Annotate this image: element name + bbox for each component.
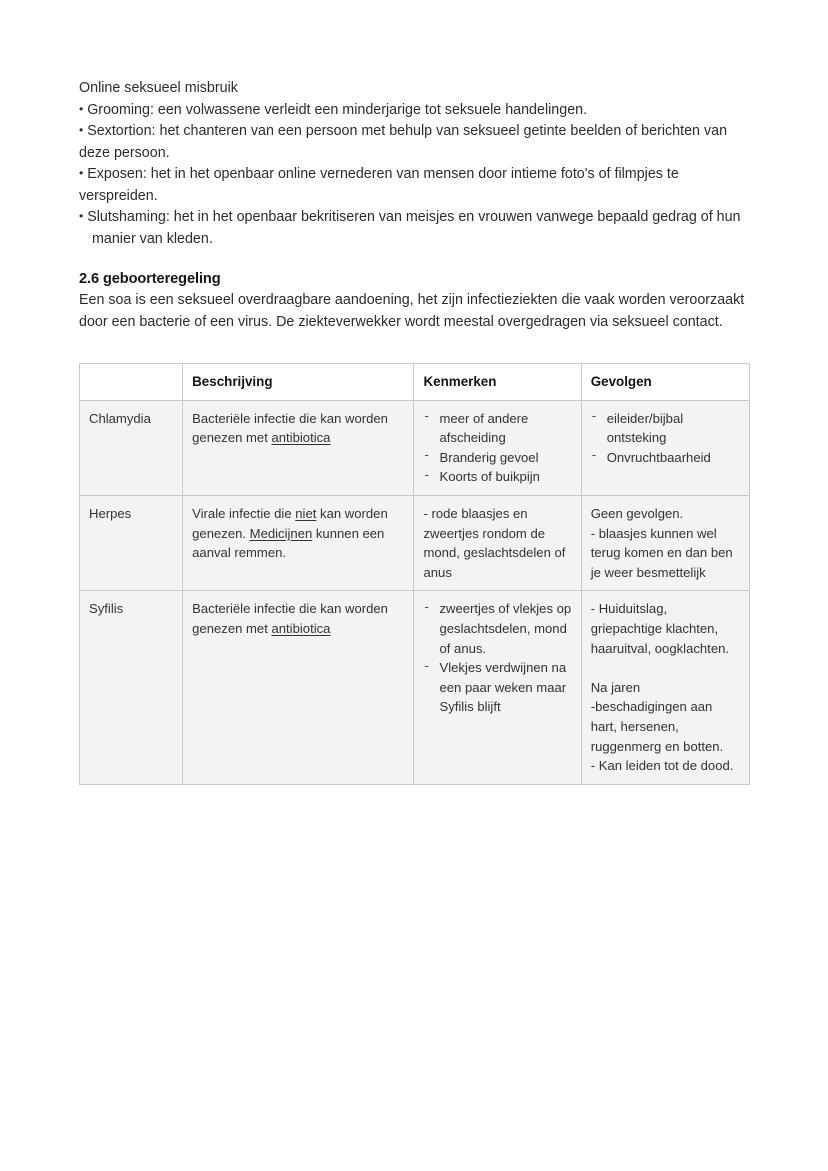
column-header-kenmerken: Kenmerken — [414, 364, 581, 401]
cell-kenmerken-herpes — [414, 495, 581, 590]
beschrijving-chlamydia-prefix: Bacteriële infectie die kan worden genezen met — [192, 410, 388, 446]
row-name-chlamydia: Chlamydia — [80, 400, 183, 495]
list-item: - Kan leiden tot de dood. — [590, 758, 734, 774]
bullet-dot-icon: • — [79, 123, 84, 137]
kenmerken-syfilis-list — [423, 599, 572, 717]
bullet-dot-icon: • — [79, 166, 84, 180]
intro-bullet-slutshaming-text: Slutshaming: het in het openbaar bekritiseren van meisjes en vrouwen vanwege bepaald gedrag of hun manier van kleden. — [87, 209, 741, 247]
beschrijving-herpes-underline-niet: niet — [295, 505, 317, 521]
list-item: -beschadigingen aan hart, hersenen, ruggenmerg en botten. — [590, 699, 724, 754]
intro-bullet-sextortion — [79, 121, 751, 164]
list-item: - Branderig gevoel — [423, 448, 572, 468]
kenmerken-chlamydia-list — [423, 409, 572, 487]
list-item: - Onvruchtbaarheid — [591, 448, 741, 468]
column-header-beschrijving: Beschrijving — [183, 364, 414, 401]
cell-gevolgen-chlamydia — [581, 400, 749, 495]
gevolgen-chlamydia-list — [591, 409, 741, 468]
cell-gevolgen-syfilis — [581, 591, 749, 784]
intro-bullet-exposen — [79, 164, 751, 207]
beschrijving-syfilis-underlined: antibiotica — [271, 620, 331, 636]
list-item: - Koorts of buikpijn — [423, 467, 572, 487]
intro-bullet-slutshaming — [79, 207, 751, 250]
cell-beschrijving-herpes — [183, 495, 414, 590]
intro-text-block — [79, 78, 751, 250]
beschrijving-herpes-underline-medicijnen: Medicijnen — [249, 525, 313, 541]
table-body — [80, 400, 750, 784]
table-row — [80, 400, 750, 495]
list-item: - Huiduitslag, griepachtige klachten, haaruitval, oogklachten. — [590, 601, 730, 656]
intro-bullet-sextortion-text: Sextortion: het chanteren van een persoon met behulp van seksueel getinte beelden of berichten van deze persoon. — [79, 123, 728, 161]
list-item: - blaasjes kunnen wel terug komen en dan ben je weer besmettelijk — [590, 525, 733, 580]
list-item: Na jaren — [590, 679, 641, 695]
gevolgen-syfilis-list — [591, 599, 741, 775]
kenmerken-herpes-list — [423, 504, 572, 582]
table-header — [80, 364, 750, 401]
column-header-gevolgen: Gevolgen — [581, 364, 749, 401]
list-item: - Vlekjes verdwijnen na een paar weken maar Syfilis blijft — [423, 658, 572, 717]
bullet-dot-icon: • — [79, 101, 84, 116]
table-header-row — [80, 364, 750, 401]
cell-kenmerken-syfilis — [414, 591, 581, 784]
section-paragraph: Een soa is een seksueel overdraagbare aandoening, het zijn infectieziekten die vaak worden veroorzaakt door een bacterie of een virus. De ziekteverwekker wordt meestal overgedragen via seksueel contact. — [79, 292, 745, 330]
list-item: - rode blaasjes en zweertjes rondom de mond, geslachtsdelen of anus — [423, 505, 566, 580]
list-item: - meer of andere afscheiding — [423, 409, 572, 448]
beschrijving-herpes-part2: kan worden genezen. — [192, 505, 388, 541]
beschrijving-chlamydia-underlined: antibiotica — [271, 430, 331, 446]
intro-title: Online seksueel misbruik — [79, 80, 238, 96]
bullet-dot-icon: • — [79, 209, 84, 223]
gevolgen-herpes-list — [591, 504, 741, 582]
beschrijving-herpes-part3: kunnen een aanval remmen. — [192, 525, 385, 561]
table-row — [80, 495, 750, 590]
table-row — [80, 591, 750, 784]
list-item: - eileider/bijbal ontsteking — [591, 409, 741, 448]
section-heading: 2.6 geboorteregeling — [79, 271, 221, 287]
list-item: - zweertjes of vlekjes op geslachtsdelen, mond of anus. — [423, 599, 572, 658]
column-header-blank — [80, 364, 183, 401]
row-name-herpes: Herpes — [80, 495, 183, 590]
cell-gevolgen-herpes — [581, 495, 749, 590]
beschrijving-syfilis-prefix: Bacteriële infectie die kan worden genezen met — [192, 601, 388, 636]
cell-beschrijving-chlamydia — [183, 400, 414, 495]
intro-bullet-exposen-text: Exposen: het in het openbaar online vernederen van mensen door intieme foto's of filmpjes te verspreiden. — [79, 166, 679, 204]
list-item-blank — [591, 658, 741, 678]
row-name-syfilis: Syfilis — [80, 591, 183, 784]
beschrijving-herpes-part1: Virale infectie die — [192, 505, 296, 521]
document-page — [79, 78, 751, 785]
cell-beschrijving-syfilis — [183, 591, 414, 784]
intro-bullet-grooming-text: Grooming: een volwassene verleidt een minderjarige tot seksuele handelingen. — [87, 101, 588, 118]
list-item: Geen gevolgen. — [590, 505, 684, 521]
soa-table — [79, 363, 750, 785]
intro-bullet-grooming — [79, 100, 751, 122]
cell-kenmerken-chlamydia — [414, 400, 581, 495]
